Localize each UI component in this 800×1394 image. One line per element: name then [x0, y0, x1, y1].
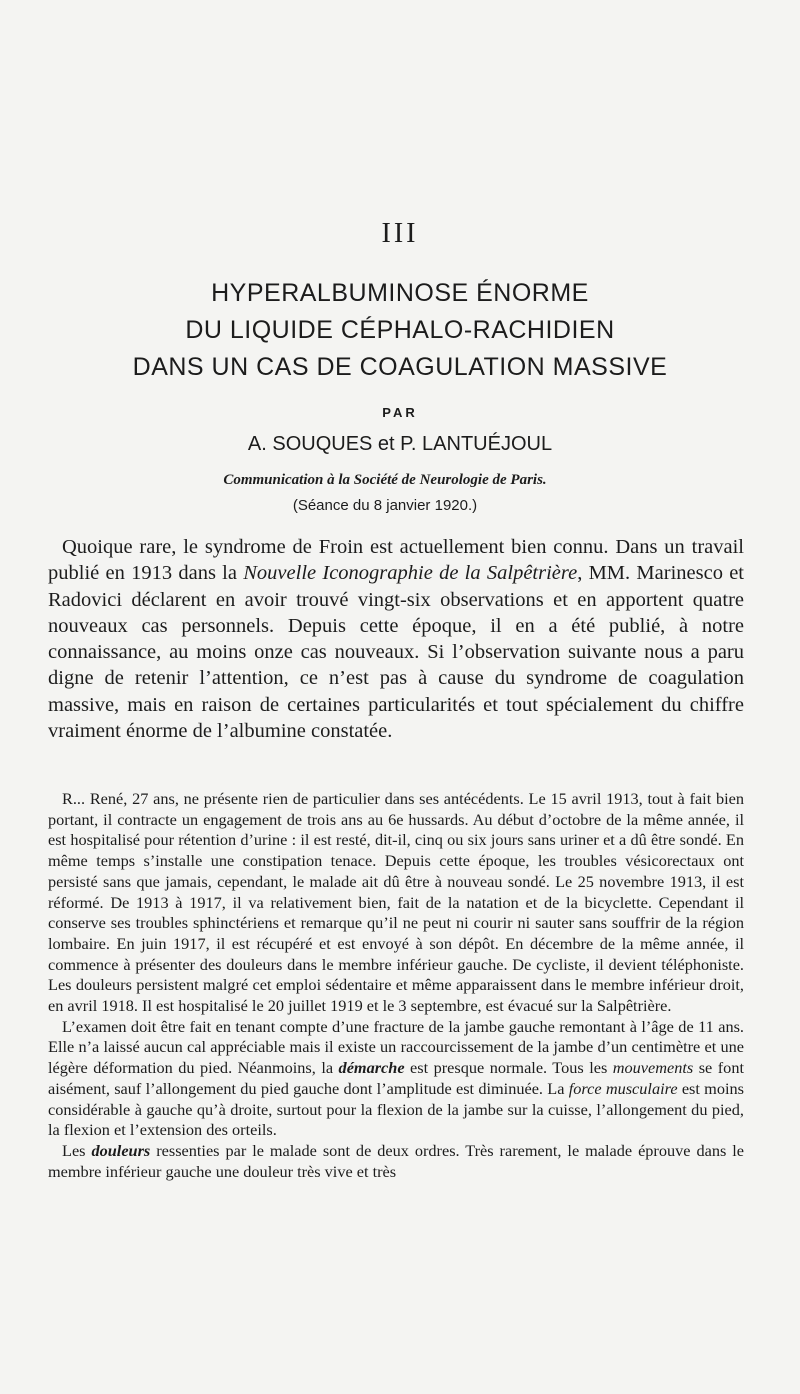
case-text: ressenties par le malade sont de deux ordres. Très rarement, le malade éprouve dans le membre inférieur gauche une douleur très vive et très: [48, 1140, 744, 1181]
seance-date: (Séance du 8 janvier 1920.): [292, 497, 478, 514]
chapter-numeral: III: [381, 218, 419, 249]
communication-note: Communication à la Société de Neurologie de Paris.: [223, 472, 547, 488]
case-text: est moins considérable à gauche qu’à droite, surtout pour la flexion de la jambe sur la cuisse, l’allongement du pied, la flexion et l’extension des orteils.: [48, 1078, 744, 1140]
term-mouvements: mouvements: [612, 1058, 694, 1078]
intro-section: [48, 534, 744, 744]
term-force: force musculaire: [568, 1078, 678, 1098]
intro-text-2: , MM. Marinesco et Radovici déclarent en avoir trouvé vingt-six observations et en apportent quatre nouveaux cas personnels. Depuis cette époque, il en a été publié, à notre connaissance, au moins onze cas nouveaux. Si l’observation suivante nous a paru digne de retenir l’attention, ce n’est pas à cause du syndrome de coagulation massive, mais en raison de certaines particularités et tout spécialement du chiffre vraiment énorme de l’albumine constatée.: [48, 562, 744, 743]
term-douleurs: douleurs: [91, 1140, 151, 1160]
case-paragraph-2: [48, 1017, 744, 1141]
case-paragraph-3: [48, 1141, 744, 1182]
by-label: PAR: [382, 405, 418, 420]
intro-text-1: Quoique rare, le syndrome de Froin est actuellement bien connu. Dans un travail publié en 1913 dans la: [48, 536, 744, 585]
journal-title: Nouvelle Iconographie de la Salpêtrière: [243, 562, 578, 585]
term-demarche: démarche: [338, 1058, 405, 1078]
case-text: est presque normale. Tous les: [404, 1058, 613, 1078]
case-report: [48, 789, 744, 1182]
case-text: se font aisément, sauf l’allongement du pied gauche dont l’amplitude est diminuée. La: [48, 1058, 744, 1098]
case-paragraph-1: R... René, 27 ans, ne présente rien de particulier dans ses antécédents. Le 15 avril 1913, tout à fait bien portant, il contracte un engagement de trois ans au 6e hussards. Au début d’octobre de la même année, il est hospitalisé pour rétention d’urine : il est resté, dit-il, cinq ou six jours sans uriner et a dû être sondé. En même temps s’installe une constipation tenace. Depuis cette époque, les troubles vésicorectaux ont persisté sans que jamais, cependant, le malade ait dû être à nouveau sondé. Le 25 novembre 1913, il est réformé. De 1913 à 1917, il va relativement bien, fait de la natation et de la bicyclette. Cependant il conserve ses troubles sphinctériens et remarque qu’il ne peut ni courir ni sauter sans souffrir de la région lombaire. En juin 1917, il est récupéré et est envoyé à son dépôt. En décembre de la même année, il commence à présenter des douleurs dans le membre inférieur gauche. De cycliste, il devient téléphoniste. Les douleurs persistent malgré cet emploi sédentaire et même apparaissent dans le membre inférieur droit, en avril 1918. Il est hospitalisé le 20 juillet 1919 et le 3 septembre, est évacué sur la Salpêtrière.: [48, 789, 744, 1016]
title-line-2: DU LIQUIDE CÉPHALO-RACHIDIEN: [185, 316, 615, 344]
case-text: L’examen doit être fait en tenant compte d’une fracture de la jambe gauche remontant à l’âge de 11 ans. Elle n’a laissé aucun cal appréciable mais il existe un raccourcissement de la jambe d’un centimètre et une légère déformation du pied. Néanmoins, la: [48, 1016, 744, 1078]
authors: A. SOUQUES et P. LANTUÉJOUL: [247, 433, 553, 455]
title-line-3: DANS UN CAS DE COAGULATION MASSIVE: [132, 353, 668, 381]
case-text: Les: [62, 1140, 92, 1160]
intro-paragraph: [48, 534, 744, 744]
title-line-1: HYPERALBUMINOSE ÉNORME: [211, 279, 589, 307]
